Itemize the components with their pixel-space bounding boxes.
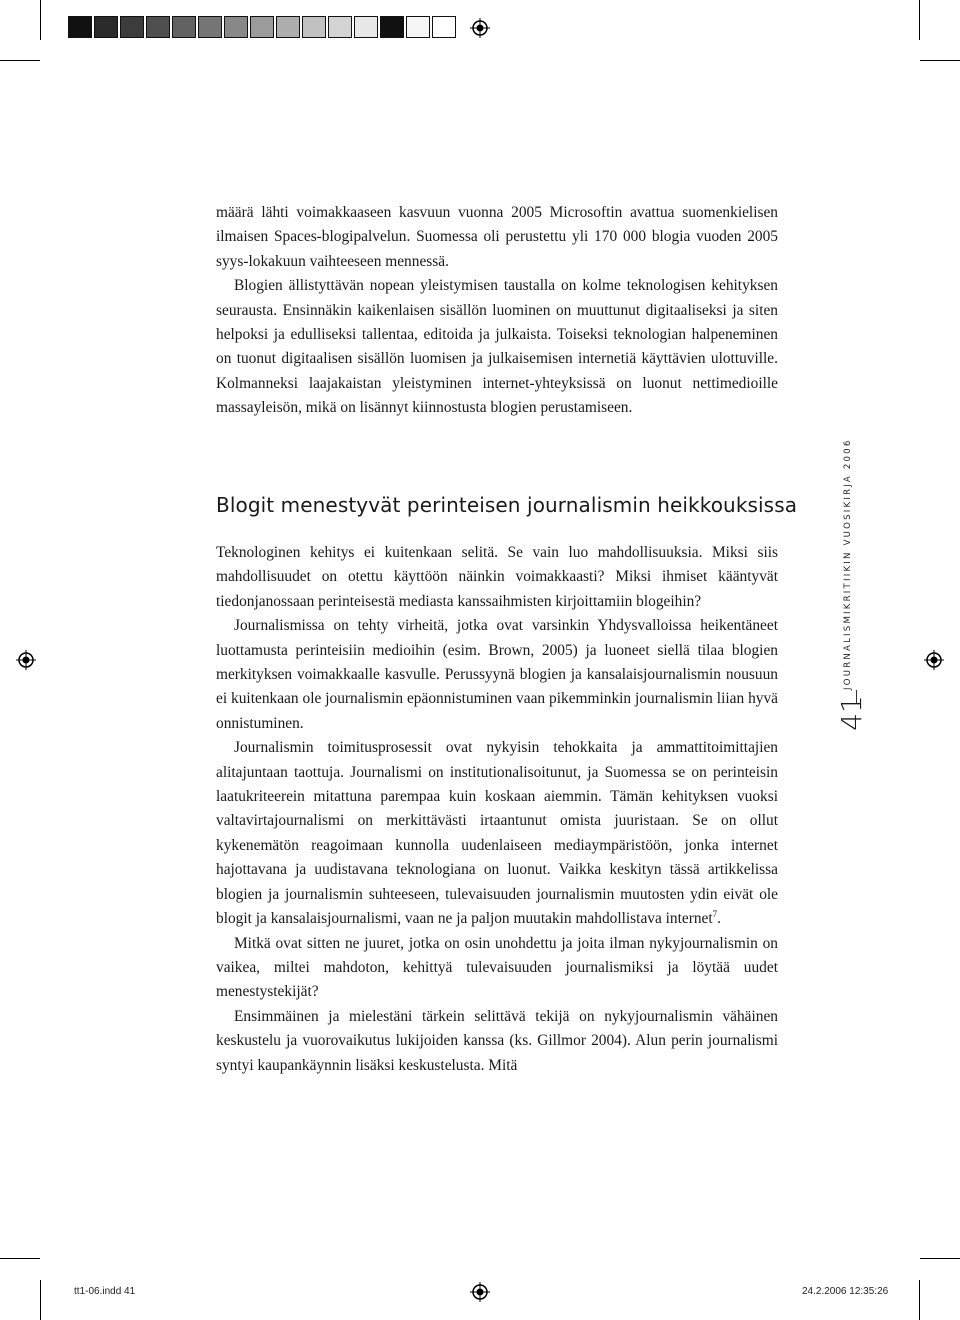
color-swatch — [120, 16, 144, 38]
paragraph: Ensimmäinen ja mielestäni tärkein selittävä tekijä on nykyjournalismin vähäinen keskustelu ja vuorovaikutus lukijoiden kanssa (ks. Gillmor 2004). Alun perin journalismi syntyi kaupankäynnin lisäksi keskustelusta. Mitä — [216, 1007, 778, 1074]
registration-mark-icon — [924, 650, 944, 670]
section-heading: Blogit menestyvät perinteisen journalismin heikkouksissa — [216, 493, 798, 517]
paragraph-end: . — [717, 910, 722, 928]
body-text-section — [216, 541, 778, 1078]
color-swatch — [302, 16, 326, 38]
slug-file: tt1-06.indd 41 — [74, 1286, 136, 1297]
paragraph-text: Journalismin toimitusprosessit ovat nykyisin tehokkaita ja ammattitoimittajien alitajuntaan taottuja. Journalismi on institutionalisoitunut, ja Suomessa se on perinteisin laatukriteerein mitattuna parempaa kuin koskaan aiemmin. Tämän kehityksen vuoksi valtavirtajournalismi on merkittävästi irtaantunut omista juuristaan. Se on ollut kykenemätön reagoimaan kunnolla uudenlaiseen mediaympäristöön, jonka internet hajottavana ja uudistavana teknologiana on luonut. Vaikka keskityn tässä artikkelissa blogien ja journalismin suhteeseen, tulevaisuuden journalismin muutosten ydin eivät ole blogit ja kansalaisjournalismi, vaan ne ja paljon muutakin mahdollistava internet — [216, 739, 778, 928]
color-swatch — [68, 16, 92, 38]
registration-mark-icon — [470, 1282, 490, 1302]
color-bar — [68, 16, 458, 38]
crop-mark — [919, 1280, 920, 1320]
color-swatch — [198, 16, 222, 38]
registration-mark-icon — [470, 18, 490, 38]
registration-mark-icon — [16, 650, 36, 670]
color-swatch — [146, 16, 170, 38]
color-swatch — [406, 16, 430, 38]
paragraph — [216, 736, 778, 931]
page-number: 41 — [835, 695, 868, 731]
color-swatch — [224, 16, 248, 38]
paragraph: määrä lähti voimakkaaseen kasvuun vuonna 2005 Microsoftin avattua suomenkielisen ilmaisen Spaces-blogipalvelun. Suomessa oli perustettu yli 170 000 blogia vuoden 2005 syys-lokakuun vaihteeseen mennessä. — [216, 204, 778, 270]
body-text-intro — [216, 201, 778, 421]
paragraph: Journalismissa on tehty virheitä, jotka ovat varsinkin Yhdysvalloissa heikentäneet luottamusta perinteisiin medioihin (esim. Brown, 2005) ja luoneet siellä tilaa blogien merkityksen voimakkaalle kasvulle. Perussyynä blogien ja kansalaisjournalismin nousuun ei kuitenkaan ole journalismin epäonnistuminen vaan pikemminkin journalismin liian hyvä onnistuminen. — [216, 617, 778, 732]
color-swatch — [432, 16, 456, 38]
crop-mark — [920, 1258, 960, 1259]
color-swatch — [172, 16, 196, 38]
color-swatch — [380, 16, 404, 38]
crop-mark — [40, 0, 41, 40]
slug-date: 24.2.2006 12:35:26 — [802, 1286, 889, 1297]
crop-mark — [0, 60, 40, 61]
crop-mark — [0, 1258, 40, 1259]
crop-mark — [40, 1280, 41, 1320]
paragraph: Teknologinen kehitys ei kuitenkaan selitä. Se vain luo mahdollisuuksia. Miksi siis mahdollisuudet on otettu käyttöön näinkin voimakkaasti? Miksi ihmiset kääntyvät tiedonjanossaan perinteisestä mediasta kanssaihmisten kirjoittamiin blogeihin? — [216, 544, 778, 610]
color-swatch — [250, 16, 274, 38]
footnote-reference: 7 — [712, 908, 718, 919]
paragraph: Mitkä ovat sitten ne juuret, jotka on osin unohdettu ja joita ilman nykyjournalismin on vaikea, miltei mahdoton, kehittyä tulevaisuuden journalismiksi ja löytää uudet menestystekijät? — [216, 934, 778, 1001]
color-swatch — [328, 16, 352, 38]
color-swatch — [94, 16, 118, 38]
color-swatch — [354, 16, 378, 38]
paragraph: Blogien ällistyttävän nopean yleistymisen taustalla on kolme teknologisen kehityksen seurausta. Ensinnäkin kaikenlaisen sisällön luominen on muuttunut digitaaliseksi ja siten helpoksi ja edulliseksi tallentaa, editoida ja julkaista. Toiseksi teknologian halpeneminen on tuonut digitaalisen sisällön luomisen ja julkaisemisen internetiä käyttävien ulottuville. Kolmanneksi laajakaistan yleistyminen internet-yhteyksissä on luonut nettimedioille massayleisön, mikä on lisännyt kiinnostusta blogien perustamiseen. — [216, 277, 778, 417]
color-swatch — [276, 16, 300, 38]
crop-mark — [920, 60, 960, 61]
running-head: JOURNALISMIKRITIIKIN VUOSIKIRJA 2006 — [843, 438, 853, 690]
crop-mark — [919, 0, 920, 40]
